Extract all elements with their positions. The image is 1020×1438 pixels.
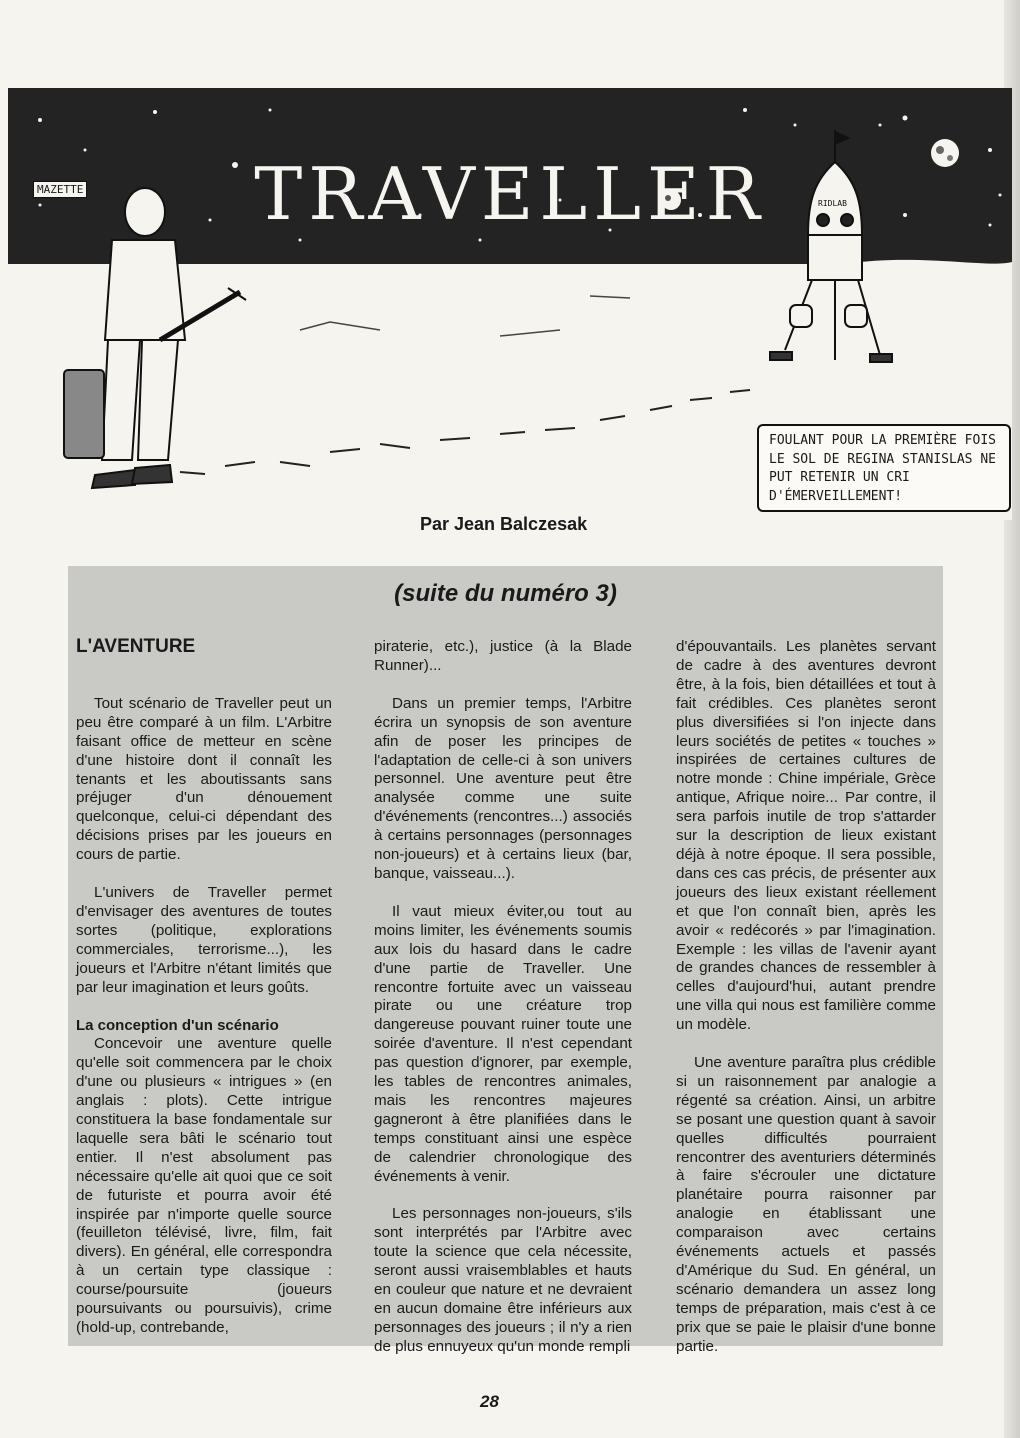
section-heading: L'AVENTURE: [76, 636, 196, 657]
article-subtitle: (suite du numéro 3): [394, 580, 617, 607]
paragraph: Dans un premier temps, l'Arbitre écrira un synopsis de son aventure afin de poser les principes de l'adaptation de celle-ci à son univers personnel. Une aventure peut être analysée comme une suite d'événements (rencontres...) associés à certains personnages (personnages non-joueurs) et à certains lieux (bar, banque, vaisseau...).: [374, 694, 632, 882]
speech-tag: MAZETTE: [33, 181, 87, 198]
article-title: TRAVELLER: [254, 152, 766, 237]
paragraph: Les personnages non-joueurs, s'ils sont interprétés par l'Arbitre avec toute la science que cela nécessite, seront aussi vraisemblables et hauts en couleur que nature et ne devraient en aucun domaine être inférieurs aux personnages des joueurs ; il n'y a rien de plus ennuyeux qu'un monde rempli: [374, 1205, 632, 1355]
paragraph: L'univers de Traveller permet d'envisager des aventures de toutes sortes (politique, explorations commerciales, terrorisme...), les joueurs et l'Arbitre n'étant limités que par leur imagination et leurs goûts.: [76, 884, 332, 996]
paragraph: d'épouvantails. Les planètes servant de cadre à des aventures devront être, à la fois, bien détaillées et tout à fait crédibles. Ces planètes seront plus diversifiées si l'on injecte dans leurs sociétés de petites « touches » inspirées de certaines cultures de notre monde : Chine impériale, Grèce antique, Afrique noire... Par contre, il sera parfois inutile de trop s'attarder sur la description de lieux existant déjà à notre époque. Il sera possible, dans ces cas précis, de présenter aux joueurs des lieux existant réellement et que l'on connaît bien, après les avoir « redécorés » par l'imagination. Exemple : les villas de l'avenir ayant de grandes chances de ressembler à celles d'aujourd'hui, autant prendre une villa qui nous est familière comme un modèle.: [676, 638, 936, 1034]
paragraph: Concevoir une aventure quelle qu'elle soit commencera par le choix d'une ou plusieurs « intrigues » (en anglais : plots). Cette intrigue constituera la base fondamentale sur laquelle sera bâti le scénario tout entier. Il n'est absolument pas nécessaire qu'elle ait quoi que ce soit de futuriste et pourra avoir été inspirée par n'importe quelle source (feuilleton télévisé, livre, film, fait divers). En général, elle correspondra à un certain type classique : course/poursuite (joueurs poursuivants ou poursuivis), crime (hold-up, contrebande,: [76, 1035, 332, 1336]
sub-heading: La conception d'un scénario: [76, 1016, 279, 1034]
caption-text: FOULANT POUR LA PREMIÈRE FOIS LE SOL DE REGINA STANISLAS NE PUT RETENIR UN CRI D'ÉMERVEILLEMENT!: [769, 433, 996, 504]
column-3: [676, 638, 936, 1376]
byline: Par Jean Balczesak: [420, 514, 588, 534]
article-panel: [68, 566, 943, 1355]
column-2: [374, 638, 632, 1376]
column-1: [76, 638, 332, 1357]
caption-box: [757, 424, 1011, 512]
paragraph: piraterie, etc.), justice (à la Blade Runner)...: [374, 638, 632, 674]
page-number: 28: [480, 1392, 499, 1411]
paragraph: Il vaut mieux éviter,ou tout au moins limiter, les événements soumis aux lois du hasard dans le cadre d'une partie de Traveller. Une rencontre fortuite avec un vaisseau pirate ou une créature trop dangereuse pouvant ruiner toute une soirée d'aventure. Il n'est cependant pas question d'ignorer, par exemple, les tables de rencontres animales, mais les rencontres majeures gagneront à être planifiées dans le temps constituant ainsi une espèce de calendrier chronologique des événements à venir.: [374, 902, 632, 1185]
rocket-label: RIDLAB: [818, 199, 847, 208]
paragraph: Tout scénario de Traveller peut un peu être comparé à un film. L'Arbitre faisant office de metteur en scène d'une histoire dont il connaît les tenants et les aboutissants sans préjuger d'un dénouement quelconque, celui-ci dépendant des décisions prises par les joueurs en cours de partie.: [76, 694, 332, 864]
paragraph: Une aventure paraîtra plus crédible si un raisonnement par analogie a régenté sa création. Ainsi, un arbitre se posant une question quant à savoir quelles difficultés pourraient rencontrer des aventuriers déterminés à faire s'écrouler une dictature planétaire pourra raisonner par analogie en établissant une comparaison avec certains événements actuels et passés d'Amérique du Sud. En général, un scénario demandera un assez long temps de préparation, mais c'est à ce prix que se paie le plaisir d'une bonne partie.: [676, 1054, 936, 1355]
